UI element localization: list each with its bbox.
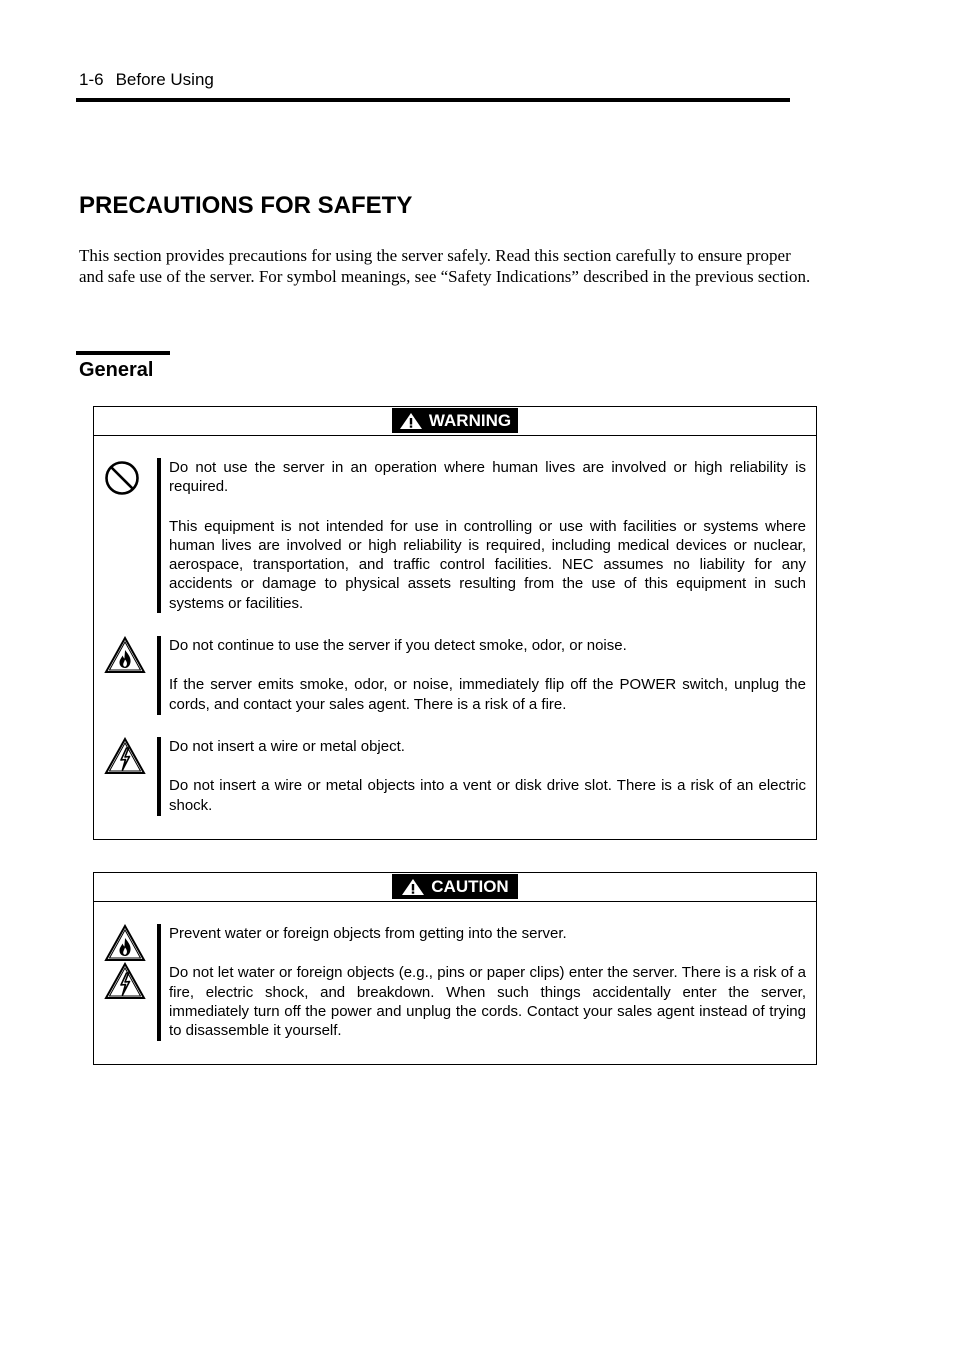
- warning-label-text: WARNING: [428, 410, 512, 430]
- section-heading: General: [79, 359, 154, 381]
- electric-shock-icon: [104, 962, 146, 1000]
- prohibition-icon: [104, 460, 140, 496]
- caution-label: [392, 874, 518, 899]
- caution-header: [94, 873, 816, 902]
- warning-box: [93, 406, 817, 840]
- chapter-title: Before Using: [115, 70, 214, 89]
- item-bar: [157, 636, 161, 715]
- item-detail: Do not let water or foreign objects (e.g., pins or paper clips) enter the server. There is a risk of a fire, electric shock, and breakdown. When such things accidentally enter the server, immediately turn off the power and unplug the cords. Contact your sales agent instead of trying to disassemble it yourself.: [169, 964, 806, 1040]
- alert-triangle-icon: [401, 878, 425, 896]
- caution-item: [94, 924, 816, 1041]
- item-bar: [157, 737, 161, 816]
- item-summary: Do not continue to use the server if you detect smoke, odor, or noise.: [169, 637, 627, 654]
- warning-label: [392, 408, 518, 433]
- fire-hazard-icon: [104, 636, 146, 674]
- item-detail: This equipment is not intended for use in controlling or use with facilities or systems where human lives are involved or high reliability is required, including medical devices or nuclear, aerospace, transportation, and traffic control facilities. NEC assumes no liability for any accidents or damage to physical assets resulting from the use of this equipment in such systems or facilities.: [169, 517, 806, 612]
- page-number: 1-6: [79, 70, 104, 89]
- electric-shock-icon: [104, 737, 146, 775]
- item-bar: [157, 458, 161, 613]
- page-title: PRECAUTIONS FOR SAFETY: [79, 192, 413, 219]
- alert-triangle-icon: [399, 412, 423, 430]
- caution-label-text: CAUTION: [431, 876, 509, 896]
- item-bar: [157, 924, 161, 1041]
- item-detail: If the server emits smoke, odor, or noise, immediately flip off the POWER switch, unplug the cords, and contact your sales agent. There is a risk of a fire.: [169, 676, 806, 713]
- warning-item: [94, 737, 816, 816]
- item-detail: Do not insert a wire or metal objects into a vent or disk drive slot. There is a risk of an electric shock.: [169, 777, 806, 814]
- intro-paragraph: This section provides precautions for using the server safely. Read this section carefully to ensure proper and safe use of the server. For symbol meanings, see “Safety Indications” described in the previous section.: [79, 246, 811, 286]
- section-rule: [76, 351, 170, 355]
- warning-item: [94, 458, 816, 613]
- item-summary: Do not insert a wire or metal object.: [169, 738, 405, 755]
- running-header: [79, 70, 214, 90]
- warning-item: [94, 636, 816, 715]
- fire-hazard-icon: [104, 924, 146, 962]
- caution-box: [93, 872, 817, 1065]
- warning-header: [94, 407, 816, 436]
- header-rule: [76, 98, 790, 102]
- item-summary: Prevent water or foreign objects from getting into the server.: [169, 925, 567, 942]
- item-summary: Do not use the server in an operation where human lives are involved or high reliability is required.: [169, 459, 806, 496]
